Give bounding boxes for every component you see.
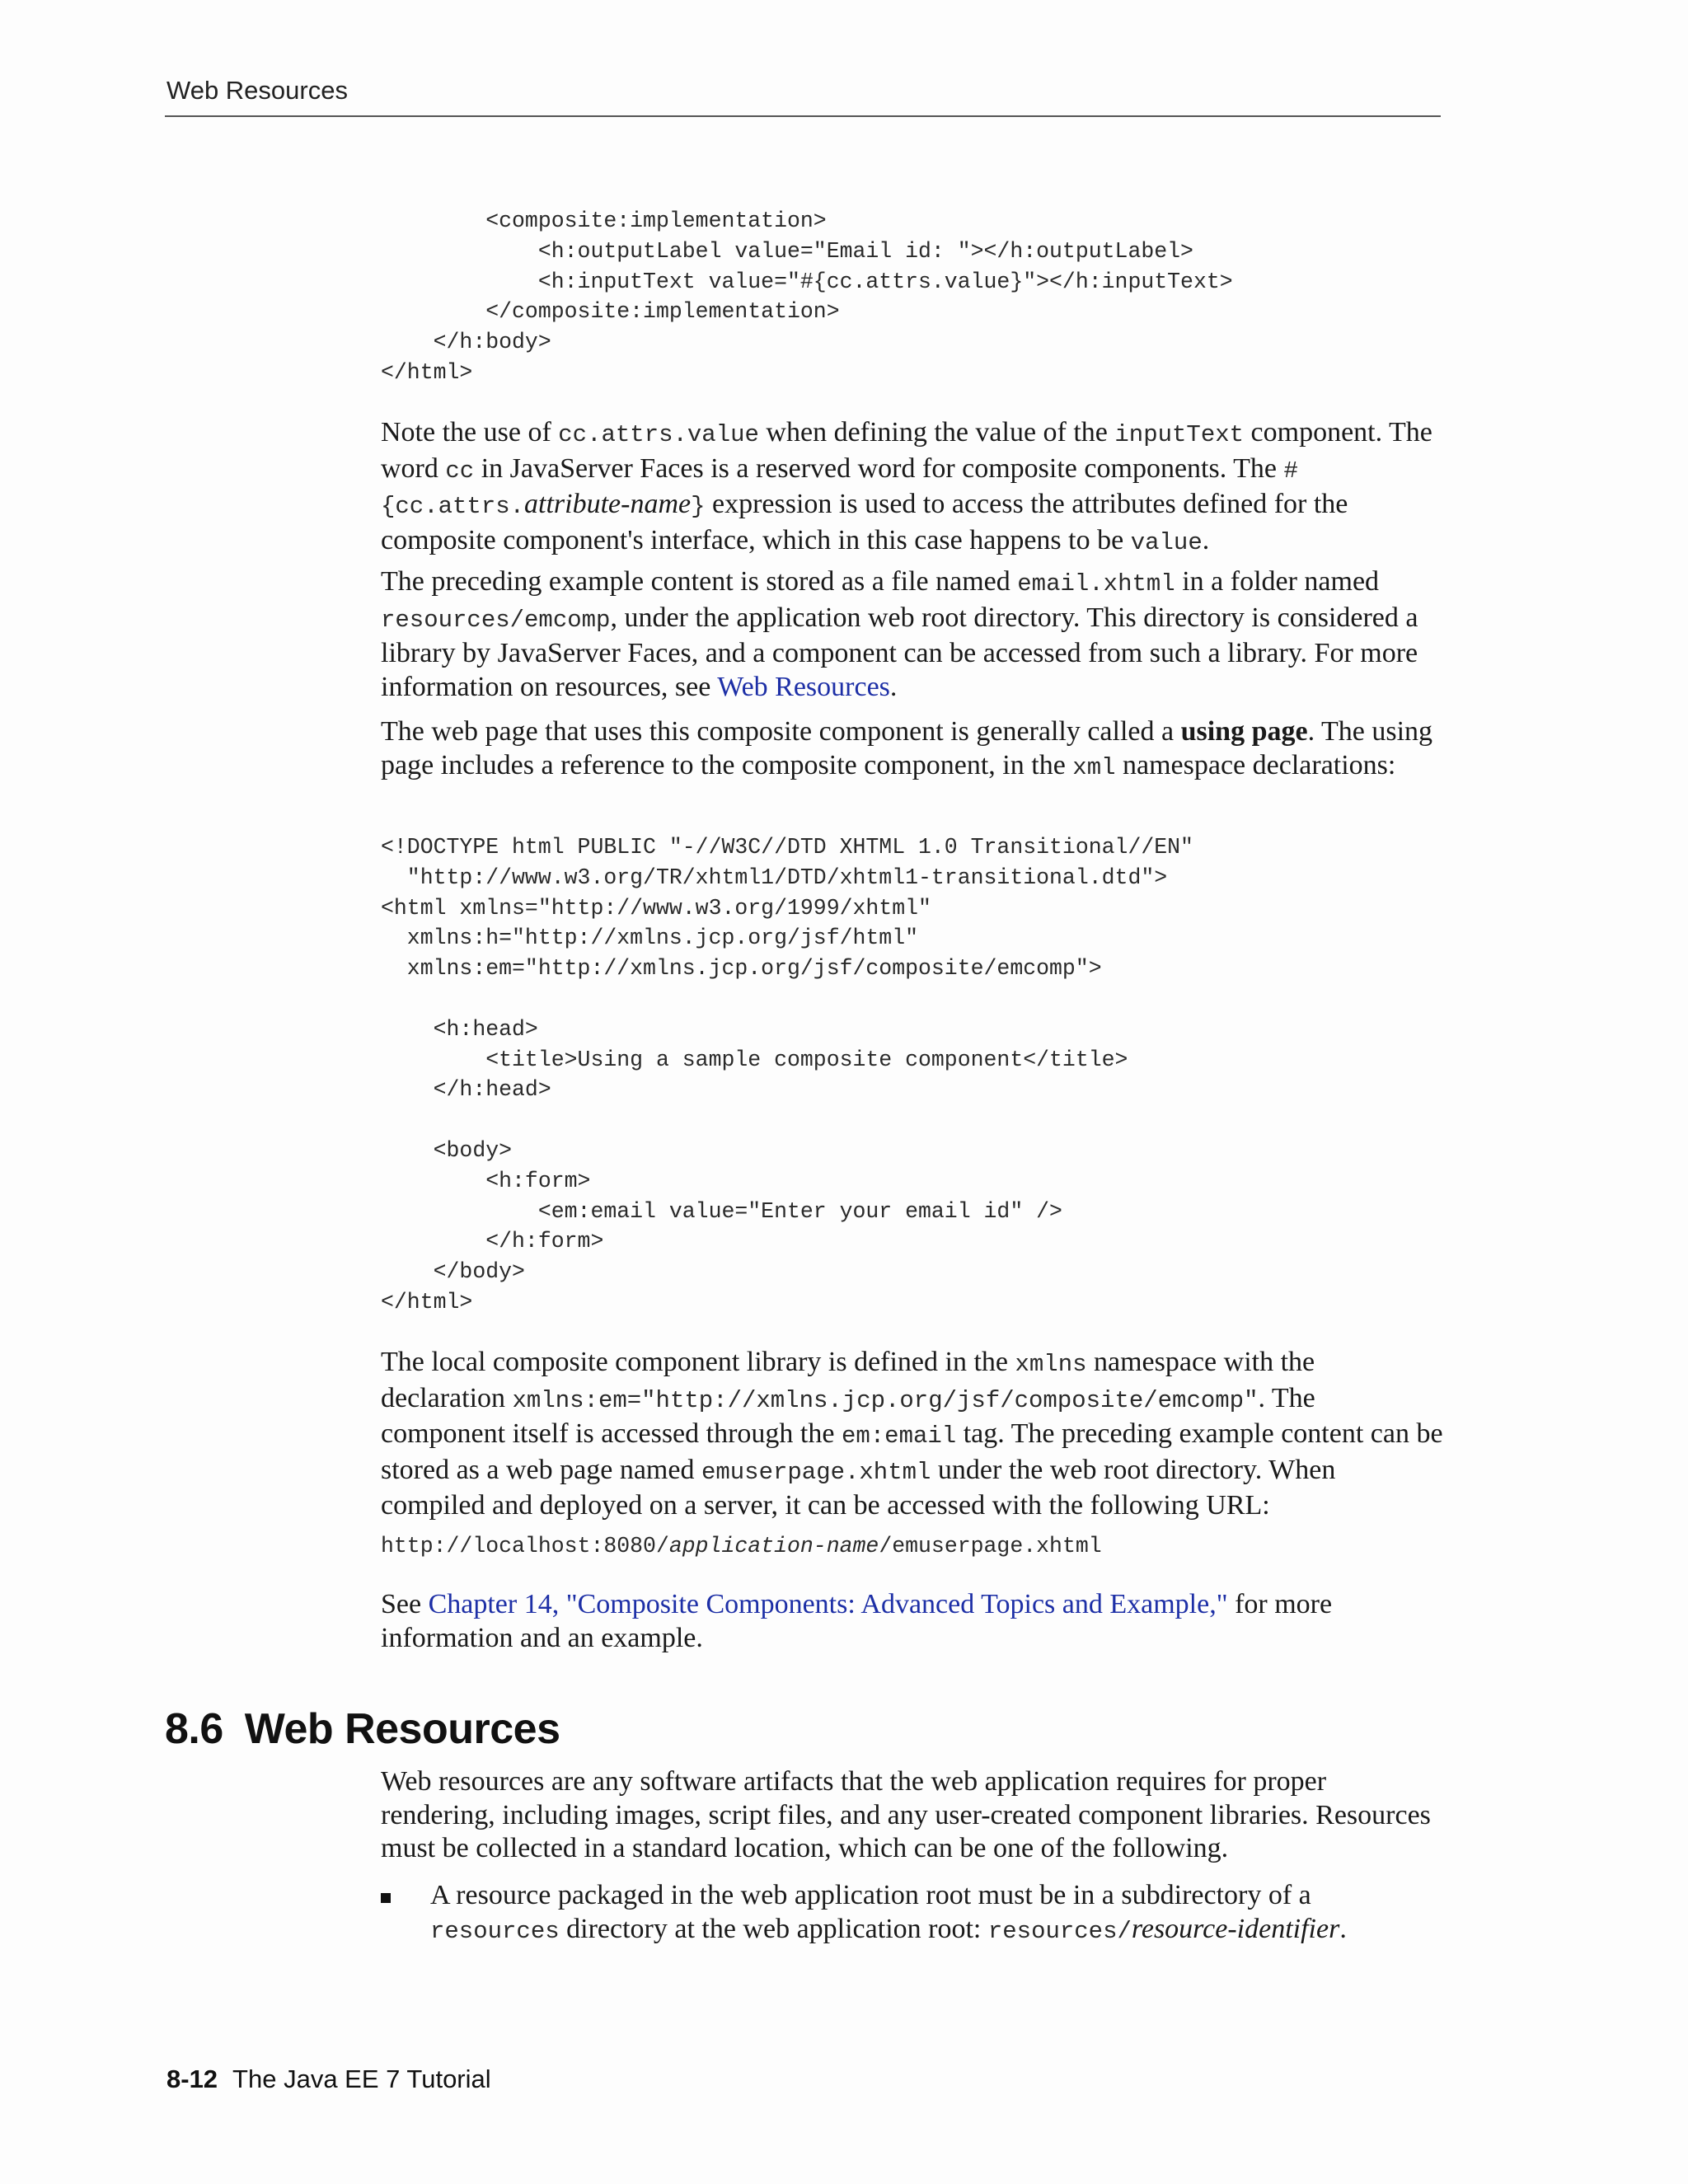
paragraph-web-resources-intro: Web resources are any software artifacts that the web application requires for proper rendering, including images, script files, and any user-created component libraries. Resources must be collected in a standard location, which can be one of the following. <box>381 1766 1431 1863</box>
code-line: <body> <box>381 1137 513 1163</box>
inline-code: emuserpage.xhtml <box>701 1458 931 1486</box>
placeholder-text: resource-identifier <box>1131 1913 1340 1944</box>
inline-code: cc.attrs.value <box>558 421 759 448</box>
inline-code-placeholder: attribute-name <box>524 489 692 519</box>
code-line: <html xmlns="http://www.w3.org/1999/xhtml" <box>381 895 931 921</box>
list-item-text <box>430 1879 1444 1948</box>
section-number: 8.6 <box>165 1705 223 1753</box>
inline-code: inputText <box>1114 421 1245 448</box>
paragraph-email-xhtml <box>381 565 1444 704</box>
inline-code: resources/emcomp <box>381 606 611 634</box>
text: namespace declarations: <box>1115 749 1396 780</box>
code-line: </h:head> <box>381 1077 551 1103</box>
inline-code: xmlns <box>1015 1351 1087 1378</box>
text: , under the application web root directory. This directory is considered a library by JavaServer Faces, and a component can be accessed from such a library. For more information on resources, see <box>381 602 1418 702</box>
page-number: 8-12 <box>166 2064 218 2093</box>
code-line: </composite:implementation> <box>381 299 840 325</box>
paragraph-local-library <box>381 1346 1444 1523</box>
bullet-square-icon <box>381 1893 391 1903</box>
text: . The component itself is accessed through the <box>381 1382 1315 1449</box>
text: . <box>1339 1913 1347 1944</box>
inline-code: xmlns:em="http://xmlns.jcp.org/jsf/composite/emcomp" <box>512 1386 1259 1414</box>
bold-term: using page <box>1180 716 1308 747</box>
text: . The using page includes a reference to the composite component, in the <box>381 716 1433 780</box>
book-title: The Java EE 7 Tutorial <box>232 2064 491 2093</box>
text: Note the use of <box>381 417 559 448</box>
inline-code: email.xhtml <box>1017 570 1175 598</box>
paragraph-see-chapter <box>381 1588 1444 1655</box>
code-line: <title>Using a sample composite component</title> <box>381 1047 1128 1072</box>
header-rule <box>165 115 1441 117</box>
code-line: <h:outputLabel value="Email id: "></h:outputLabel> <box>381 238 1193 264</box>
text: namespace with the declaration <box>381 1347 1315 1413</box>
inline-code: #{cc.attrs. <box>381 457 1298 520</box>
code-line: <h:head> <box>381 1016 538 1042</box>
example-url <box>381 1531 1102 1561</box>
text: when defining the value of the <box>758 417 1115 448</box>
inline-code: resources <box>430 1917 560 1945</box>
code-block-using-page <box>381 832 1193 1318</box>
text: . <box>1202 524 1210 555</box>
paragraph-using-page <box>381 715 1444 785</box>
code-line: <em:email value="Enter your email id" /> <box>381 1198 1062 1224</box>
running-header: Web Resources <box>166 76 348 105</box>
paragraph-cc-attrs <box>381 416 1444 560</box>
code-line: </h:form> <box>381 1229 604 1254</box>
text: in a folder named <box>1175 566 1380 597</box>
inline-code: em:email <box>841 1422 957 1450</box>
code-line: </html> <box>381 359 473 385</box>
url-suffix: /emuserpage.xhtml <box>879 1534 1102 1558</box>
url-prefix: http://localhost:8080/ <box>381 1534 669 1558</box>
text: directory at the web application root: <box>559 1913 988 1944</box>
code-line: <h:inputText value="#{cc.attrs.value}"></h:inputText> <box>381 269 1233 294</box>
text: component. The word <box>381 417 1432 484</box>
code-line: <!DOCTYPE html PUBLIC "-//W3C//DTD XHTML 1.0 Transitional//EN" <box>381 835 1193 860</box>
code-line: </body> <box>381 1259 525 1285</box>
text: under the web root directory. When compiled and deployed on a server, it can be accessed with the following URL: <box>381 1454 1336 1521</box>
text: expression is used to access the attributes defined for the composite component's interface, which in this case happens to be <box>381 489 1348 555</box>
text: . <box>889 671 898 702</box>
code-line: <h:form> <box>381 1168 591 1193</box>
section-heading <box>165 1703 560 1755</box>
web-resources-link[interactable]: Web Resources <box>717 671 890 702</box>
text: in JavaServer Faces is a reserved word for composite components. The <box>474 452 1284 484</box>
chapter-14-link[interactable]: Chapter 14, "Composite Components: Advanced Topics and Example," <box>428 1589 1228 1619</box>
text: The web page that uses this composite component is generally called a <box>381 716 1181 747</box>
inline-code: resources/ <box>987 1917 1132 1945</box>
code-line: <composite:implementation> <box>381 209 827 233</box>
code-line: xmlns:em="http://xmlns.jcp.org/jsf/composite/emcomp"> <box>381 956 1102 982</box>
text: The preceding example content is stored as a file named <box>381 566 1018 597</box>
code-line: xmlns:h="http://xmlns.jcp.org/jsf/html" <box>381 926 919 951</box>
code-line: </h:body> <box>381 330 551 355</box>
inline-code: value <box>1130 528 1203 556</box>
text: See <box>381 1589 429 1619</box>
text: for more information and an example. <box>381 1589 1333 1653</box>
url-placeholder: application-name <box>668 1534 879 1558</box>
page-footer <box>166 2064 491 2094</box>
section-title: Web Resources <box>244 1705 560 1753</box>
code-line: </html> <box>381 1289 473 1315</box>
inline-code: xml <box>1072 753 1116 781</box>
code-block-composite-implementation <box>381 206 1233 388</box>
text: A resource packaged in the web application root must be in a subdirectory of a <box>430 1880 1311 1910</box>
code-line: "http://www.w3.org/TR/xhtml1/DTD/xhtml1-transitional.dtd"> <box>381 865 1168 890</box>
text: The local composite component library is defined in the <box>381 1347 1015 1377</box>
text: tag. The preceding example content can be stored as a web page named <box>381 1418 1443 1485</box>
inline-code: } <box>691 493 706 520</box>
inline-code: cc <box>445 457 475 485</box>
